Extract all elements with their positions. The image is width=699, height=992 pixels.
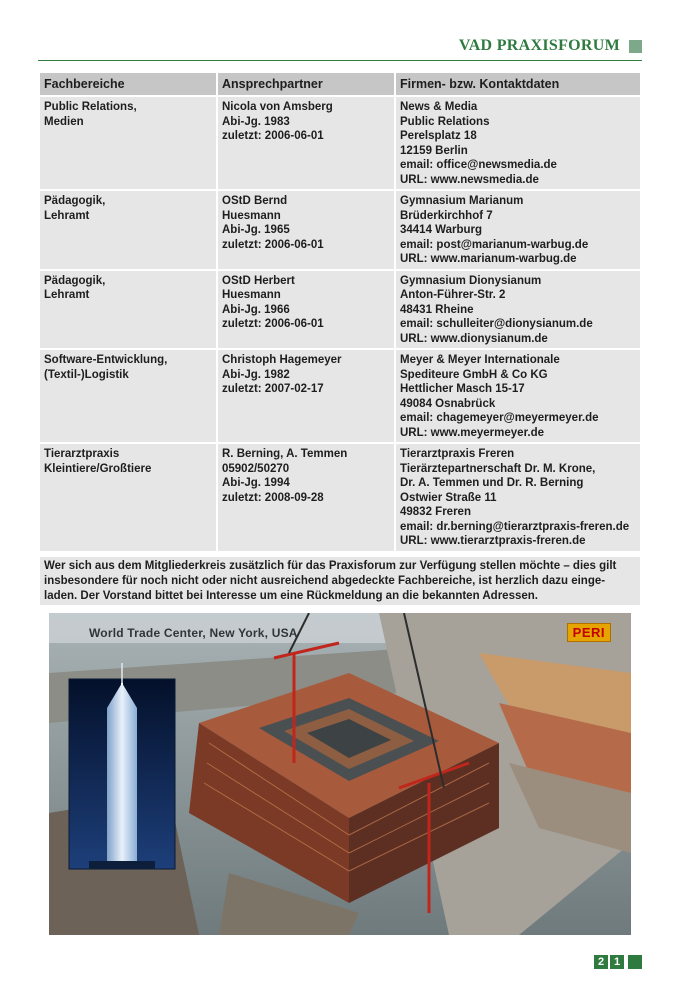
cell-line: zuletzt: 2006-06-01 bbox=[222, 318, 324, 330]
cell-area bbox=[40, 191, 216, 269]
table-row bbox=[40, 97, 640, 189]
cell-line: Tierarztpraxis bbox=[44, 448, 120, 460]
cell-line: Spediteure GmbH & Co KG bbox=[400, 368, 548, 381]
cell-line: Abi-Jg. 1994 bbox=[222, 477, 290, 489]
cell-line: zuletzt: 2006-06-01 bbox=[222, 238, 324, 251]
page-digit: 2 bbox=[594, 955, 608, 969]
cell-line: Abi-Jg. 1983 bbox=[222, 115, 290, 128]
page-header bbox=[38, 34, 642, 58]
photo-caption: World Trade Center, New York, USA bbox=[89, 626, 298, 640]
cell-line: Anton-Führer-Str. 2 bbox=[400, 289, 506, 301]
header-square-marker bbox=[629, 40, 642, 53]
cell-line: Huesmann bbox=[222, 209, 281, 222]
cell-line: email: chagemeyer@meyermeyer.de bbox=[400, 412, 599, 424]
table-row bbox=[40, 271, 640, 349]
cell-line: 49832 Freren bbox=[400, 506, 471, 518]
cell-line: OStD Herbert bbox=[222, 274, 295, 287]
cell-line: Tierärztepartnerschaft Dr. M. Krone, bbox=[400, 462, 596, 475]
aerial-construction-illustration bbox=[49, 613, 631, 935]
cell-line: Lehramt bbox=[44, 289, 90, 301]
cell-company bbox=[396, 271, 640, 349]
cell-line: email: office@newsmedia.de bbox=[400, 159, 557, 171]
cell-area bbox=[40, 271, 216, 349]
cell-line: 12159 Berlin bbox=[400, 144, 468, 157]
note-line: laden. Der Vorstand bittet bei Interesse um eine Rückmeldung an die bekannten Adressen. bbox=[44, 590, 538, 602]
cell-line: News & Media bbox=[400, 101, 478, 113]
cell-line: zuletzt: 2008-09-28 bbox=[222, 491, 324, 504]
cell-line: Ostwier Straße 11 bbox=[400, 491, 497, 504]
cell-company bbox=[396, 97, 640, 189]
table-row bbox=[40, 191, 640, 269]
note-line: Wer sich aus dem Mitgliederkreis zusätzlich für das Praxisforum zur Verfügung stellen möchte – dies gilt bbox=[44, 560, 617, 572]
cell-line: Perelsplatz 18 bbox=[400, 130, 477, 142]
cell-line: URL: www.dionysianum.de bbox=[400, 332, 548, 345]
cell-area bbox=[40, 444, 216, 551]
cell-line: R. Berning, A. Temmen bbox=[222, 448, 348, 460]
peri-logo: PERI bbox=[567, 623, 611, 642]
cell-line: Hettlicher Masch 15-17 bbox=[400, 383, 525, 395]
cell-line: Lehramt bbox=[44, 209, 90, 222]
publication-title: VAD PRAXISFORUM bbox=[458, 37, 620, 54]
cell-line: Abi-Jg. 1965 bbox=[222, 224, 290, 236]
cell-line: 05902/50270 bbox=[222, 462, 290, 475]
column-header-contact: Ansprechpartner bbox=[218, 73, 394, 95]
cell-line: Abi-Jg. 1966 bbox=[222, 303, 290, 316]
cell-line: Dr. A. Temmen und Dr. R. Berning bbox=[400, 477, 584, 489]
cell-line: zuletzt: 2006-06-01 bbox=[222, 130, 324, 142]
cell-company bbox=[396, 350, 640, 442]
cell-line: Software-Entwicklung, bbox=[44, 354, 168, 366]
cell-line: Gymnasium Dionysianum bbox=[400, 274, 542, 287]
construction-site-photo bbox=[49, 613, 631, 935]
table-row bbox=[40, 444, 640, 551]
column-header-company: Firmen- bzw. Kontaktdaten bbox=[396, 73, 640, 95]
page-number bbox=[594, 955, 642, 969]
cell-line: Nicola von Amsberg bbox=[222, 101, 333, 113]
cell-line: 49084 Osnabrück bbox=[400, 397, 496, 410]
cell-line: Medien bbox=[44, 115, 84, 128]
cell-line: OStD Bernd bbox=[222, 195, 288, 207]
cell-line: Meyer & Meyer Internationale bbox=[400, 354, 560, 366]
table-row bbox=[40, 350, 640, 442]
cell-line: Christoph Hagemeyer bbox=[222, 354, 342, 366]
cell-line: Brüderkirchhof 7 bbox=[400, 209, 493, 222]
call-for-participation-note bbox=[40, 557, 640, 605]
cell-contact bbox=[218, 444, 394, 551]
cell-contact bbox=[218, 350, 394, 442]
page-square-marker bbox=[628, 955, 642, 969]
cell-area bbox=[40, 350, 216, 442]
table-body bbox=[40, 97, 640, 551]
cell-line: (Textil-)Logistik bbox=[44, 368, 129, 381]
cell-line: Abi-Jg. 1982 bbox=[222, 368, 290, 381]
cell-line: Huesmann bbox=[222, 289, 281, 301]
cell-line: URL: www.tierarztpraxis-freren.de bbox=[400, 535, 586, 547]
cell-line: Kleintiere/Großtiere bbox=[44, 462, 152, 475]
cell-line: URL: www.meyermeyer.de bbox=[400, 426, 545, 439]
cell-company bbox=[396, 191, 640, 269]
cell-line: email: post@marianum-warbug.de bbox=[400, 238, 589, 251]
cell-line: 48431 Rheine bbox=[400, 303, 474, 316]
cell-contact bbox=[218, 271, 394, 349]
cell-line: URL: www.marianum-warbug.de bbox=[400, 253, 577, 265]
cell-line: Public Relations bbox=[400, 115, 490, 128]
cell-line: zuletzt: 2007-02-17 bbox=[222, 383, 324, 395]
note-line: insbesondere für noch nicht oder nicht ausreichend abgedeckte Fachbereiche, ist herzlich dazu einge- bbox=[44, 575, 606, 587]
cell-line: email: dr.berning@tierarztpraxis-freren.de bbox=[400, 520, 630, 533]
cell-company bbox=[396, 444, 640, 551]
cell-line: Pädagogik, bbox=[44, 195, 106, 207]
table-header-row bbox=[40, 73, 640, 95]
cell-area bbox=[40, 97, 216, 189]
contact-table bbox=[38, 71, 642, 553]
cell-contact bbox=[218, 191, 394, 269]
cell-line: Pädagogik, bbox=[44, 274, 106, 287]
page-digit: 1 bbox=[610, 955, 624, 969]
cell-line: URL: www.newsmedia.de bbox=[400, 173, 539, 186]
cell-line: Public Relations, bbox=[44, 101, 137, 113]
cell-line: 34414 Warburg bbox=[400, 224, 483, 236]
cell-contact bbox=[218, 97, 394, 189]
cell-line: Tierarztpraxis Freren bbox=[400, 448, 515, 460]
header-rule bbox=[38, 60, 642, 61]
cell-line: email: schulleiter@dionysianum.de bbox=[400, 318, 593, 330]
cell-line: Gymnasium Marianum bbox=[400, 195, 524, 207]
column-header-areas: Fachbereiche bbox=[40, 73, 216, 95]
